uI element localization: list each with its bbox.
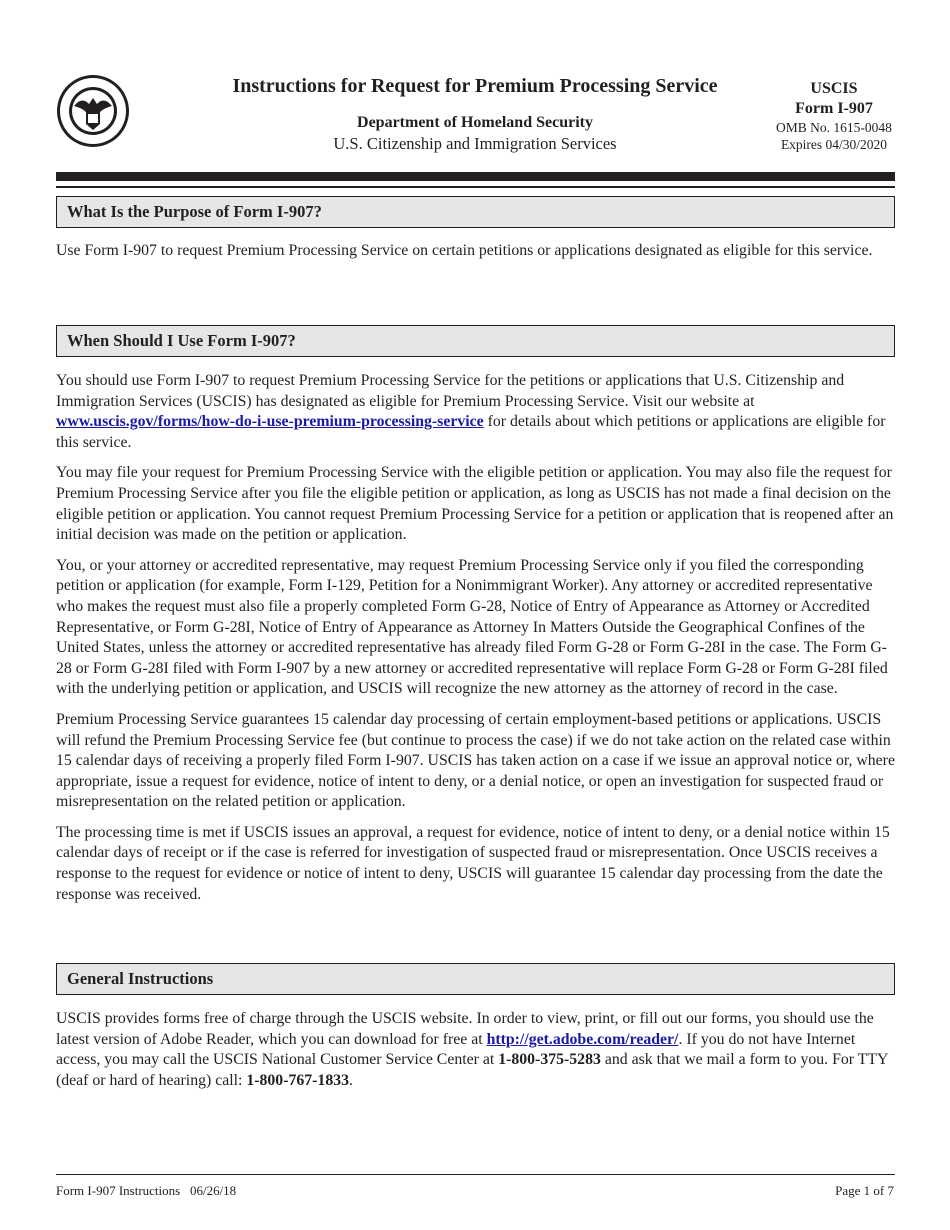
omb-number: OMB No. 1615-0048 xyxy=(776,120,892,135)
paragraph xyxy=(56,371,896,453)
text: for details about which petitions or applications are eligible for this service. xyxy=(56,413,886,451)
section-heading-purpose: What Is the Purpose of Form I-907? xyxy=(56,196,895,228)
paragraph: You, or your attorney or accredited representative, may request Premium Processing Service only if you filed the corresponding petition or application (for example, Form I-129, Petition for a Nonimmigrant Worker). Any attorney or accredited representative who makes the request must also file a properly completed Form G-28, Notice of Entry of Appearance as Attorney or Accredited Representative, or Form G-28I, Notice of Entry of Appearance as Attorney In Matters Outside the Geographical Confines of the United States, unless the attorney or accredited representative has already filed Form G-28 or Form G-28I in the case. The Form G-28 or Form G-28I filed with Form I-907 by a new attorney or accredited representative will replace Form G-28 or Form G-28I filed with the underlying petition or application, and USCIS will recognize the new attorney as the attorney of record in the case. xyxy=(56,556,888,698)
text: . xyxy=(349,1071,353,1089)
agency-short: USCIS xyxy=(810,80,858,97)
dhs-seal-logo xyxy=(56,74,130,148)
paragraph xyxy=(56,1009,896,1091)
expiration-date: Expires 04/30/2020 xyxy=(780,137,888,152)
section-body-purpose xyxy=(56,241,896,272)
text: USCIS provides forms free of charge through the USCIS website. In order to view, print, or fill out our forms, you should use the latest version of Adobe Reader, which you can download for free at xyxy=(56,1010,874,1048)
customer-service-phone: 1-800-375-5283 xyxy=(498,1051,601,1069)
header-divider-thin xyxy=(56,186,895,188)
footer-divider xyxy=(56,1174,895,1175)
paragraph: Use Form I-907 to request Premium Processing Service on certain petitions or applications designated as eligible for this service. xyxy=(56,242,873,259)
text: You should use Form I-907 to request Premium Processing Service for the petitions or applications that U.S. Citizenship and Immigration Services (USCIS) has designated as eligible for Premium Processing Service. Visit our website at xyxy=(56,372,845,410)
tty-phone: 1-800-767-1833 xyxy=(246,1071,350,1089)
section-body-general xyxy=(56,1009,896,1101)
paragraph: Premium Processing Service guarantees 15 calendar day processing of certain employment-based petitions or applications. USCIS will refund the Premium Processing Service fee (but continue to process the case) if we do not take action on the related case within 15 calendar days of receiving a properly filed Form I-907. USCIS has taken action on a case if we issue an approval notice or, where appropriate, issue a request for evidence, notice of intent to deny, or a denial notice, or open an investigation for suspected fraud or misrepresentation on the related petition or application. xyxy=(56,710,895,811)
section-heading-when: When Should I Use Form I-907? xyxy=(56,325,895,357)
agency-name: U.S. Citizenship and Immigration Services xyxy=(333,134,617,153)
department-name: Department of Homeland Security xyxy=(357,114,593,131)
form-number: Form I-907 xyxy=(795,100,873,117)
header-divider-thick xyxy=(56,172,895,181)
premium-processing-link[interactable]: www.uscis.gov/forms/how-do-i-use-premium-processing-service xyxy=(56,413,484,431)
paragraph: The processing time is met if USCIS issues an approval, a request for evidence, notice of intent to deny, or a denial notice within 15 calendar days of receipt or if the case is referred for investigation of suspected fraud or misrepresentation. Once USCIS receives a response to the request for evidence or notice of intent to deny, USCIS will guarantee 15 calendar day processing from the date the response was received. xyxy=(56,823,890,903)
adobe-reader-link[interactable]: http://get.adobe.com/reader/ xyxy=(486,1030,679,1048)
section-heading-general: General Instructions xyxy=(56,963,895,995)
text: . If you do not have Internet access, you may call the USCIS National Customer Service Center at xyxy=(56,1030,856,1069)
text: and ask that we mail a form to you. For TTY (deaf or hard of hearing) call: xyxy=(56,1051,888,1089)
page-number: Page 1 of 7 xyxy=(835,1183,894,1198)
document-title: Instructions for Request for Premium Processing Service xyxy=(232,75,718,97)
footer-form-info: Form I-907 Instructions 06/26/18 xyxy=(56,1183,237,1198)
section-body-when xyxy=(56,371,896,915)
paragraph: You may file your request for Premium Processing Service with the eligible petition or application. You may also file the request for Premium Processing Service after you file the eligible petition or application, as long as USCIS has not made a final decision on the eligible petition or application. You cannot request Premium Processing Service for a petition or application that is reopened after an initial decision was made on the petition or application. xyxy=(56,464,894,544)
